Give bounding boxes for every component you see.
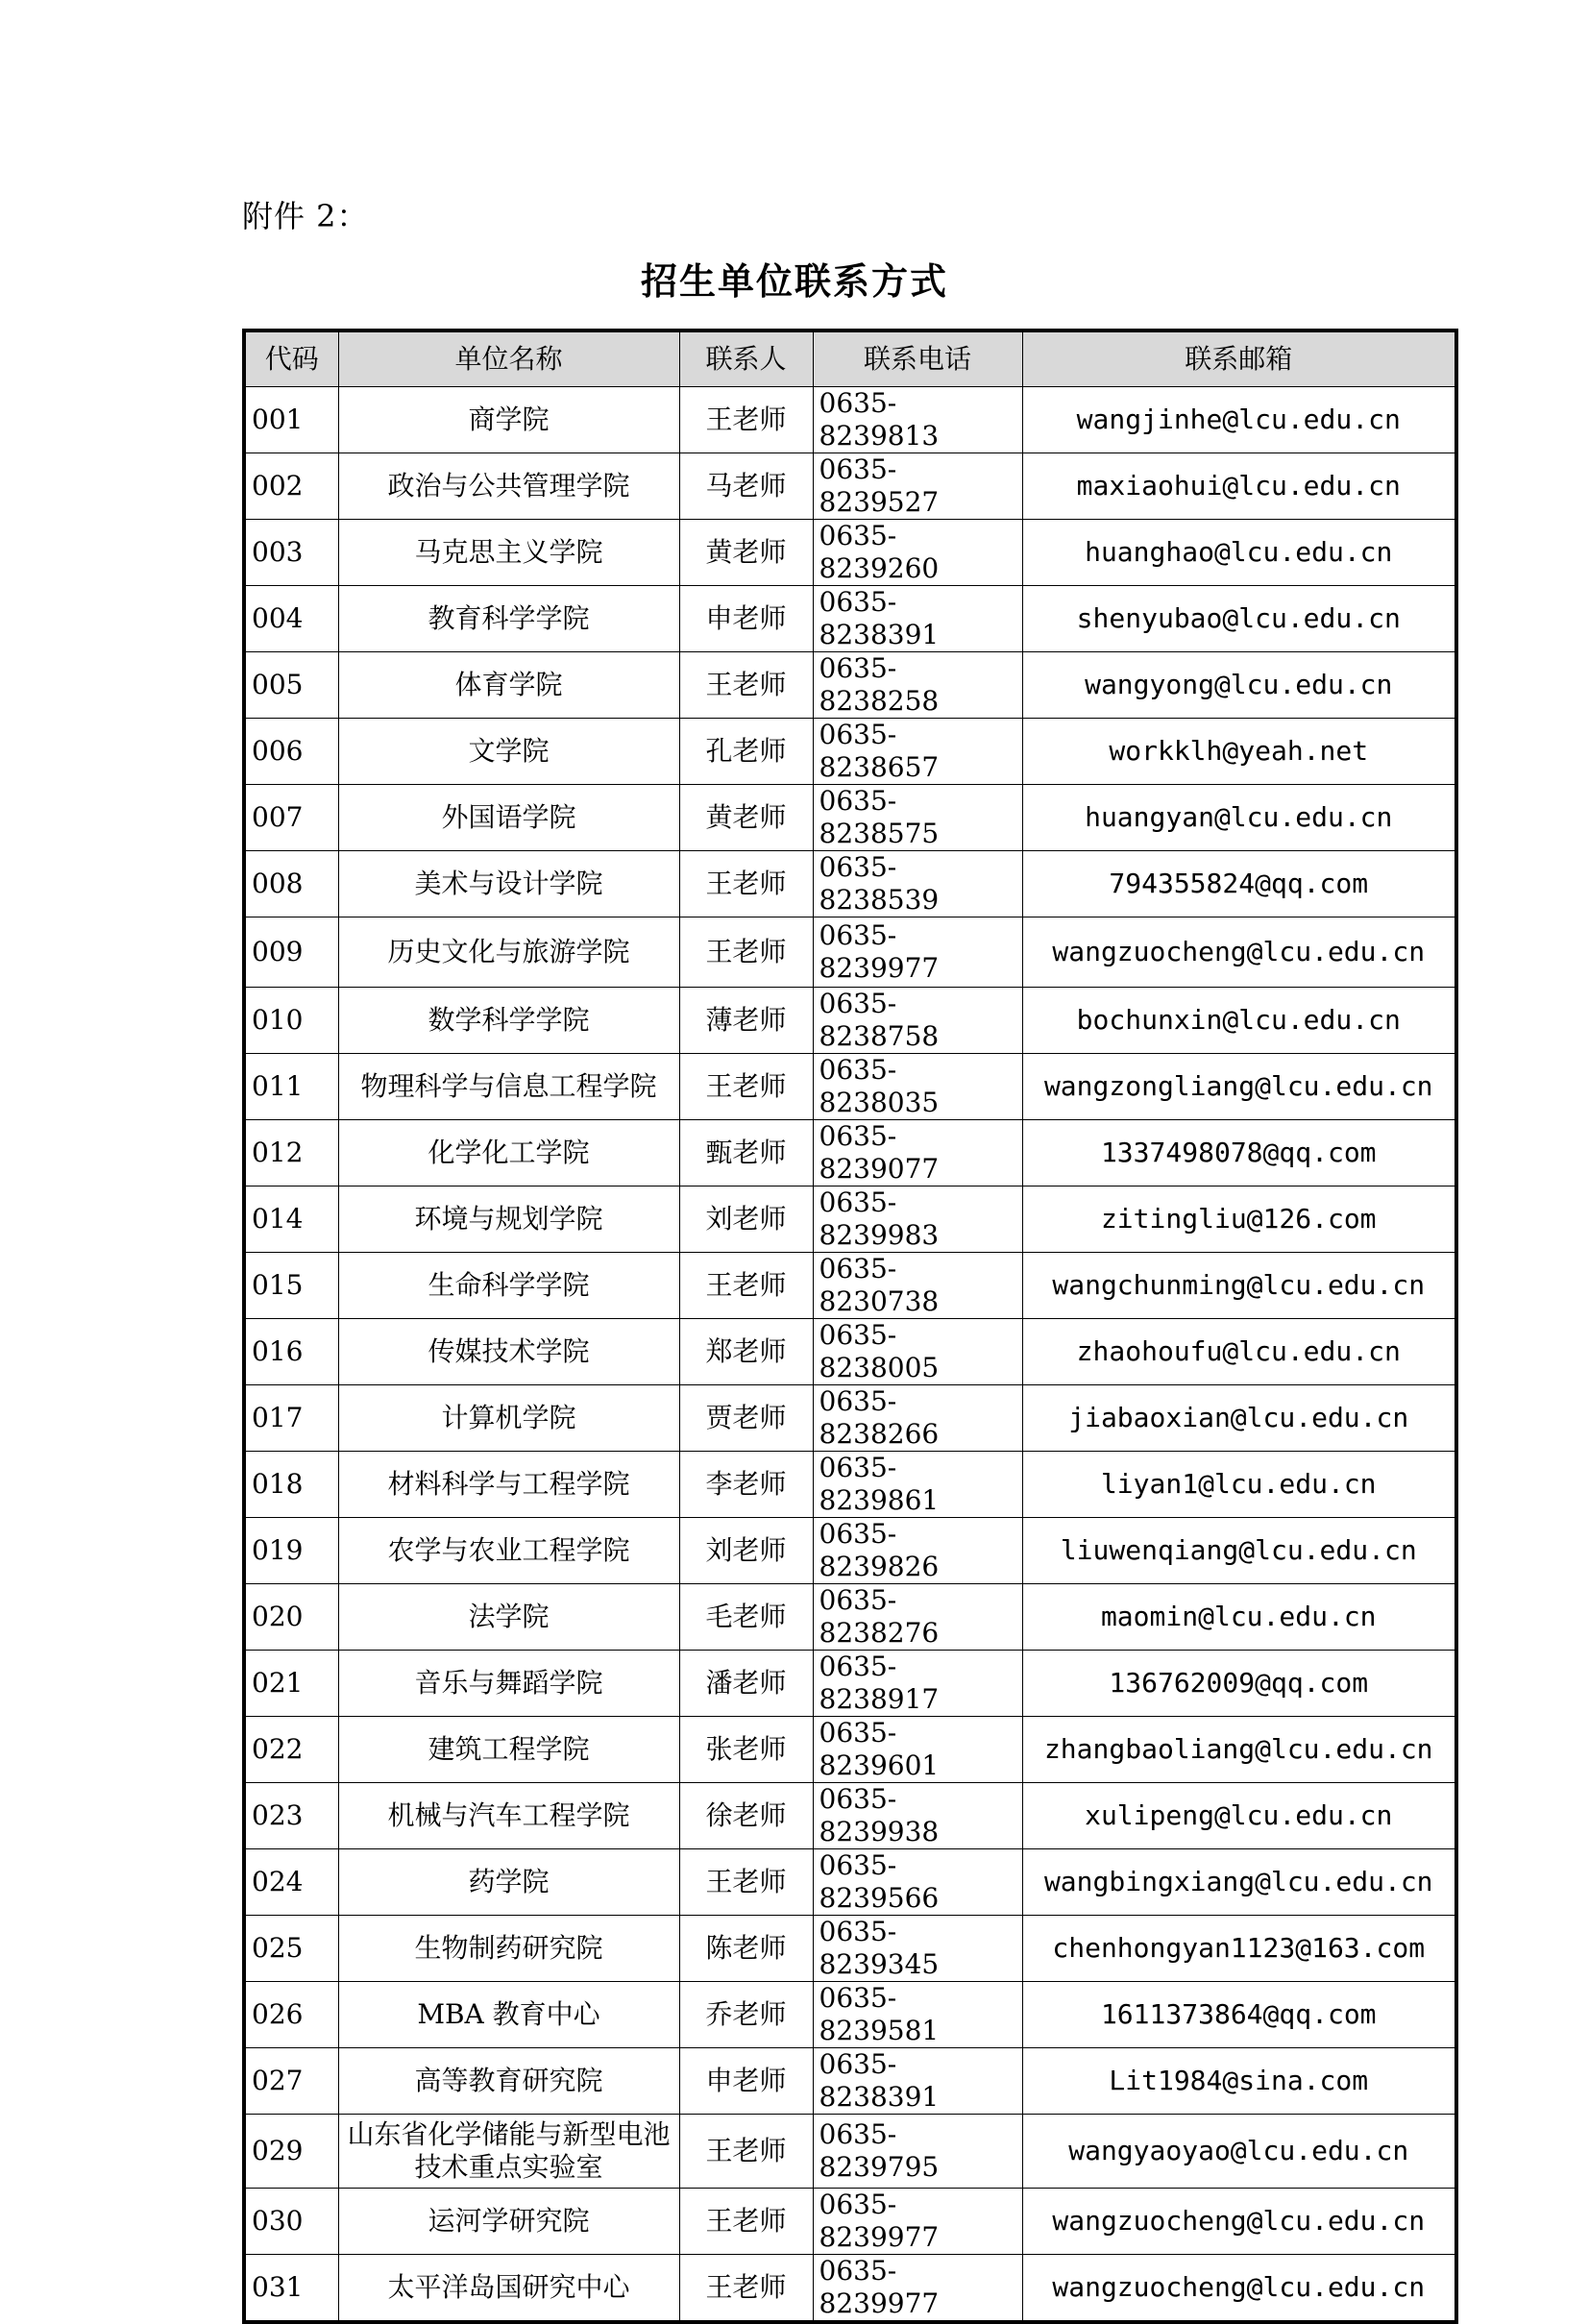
cell-email: 1611373864@qq.com xyxy=(1022,1981,1456,2047)
cell-phone: 0635-8238917 xyxy=(813,1650,1022,1716)
cell-phone: 0635-8239977 xyxy=(813,2188,1022,2254)
cell-code: 030 xyxy=(244,2188,338,2254)
cell-contact-person: 王老师 xyxy=(679,1053,813,1119)
table-row xyxy=(244,917,1456,987)
table-row xyxy=(244,1318,1456,1384)
cell-phone: 0635-8239861 xyxy=(813,1451,1022,1517)
cell-phone: 0635-8239527 xyxy=(813,453,1022,519)
cell-code: 002 xyxy=(244,453,338,519)
cell-email: chenhongyan1123@163.com xyxy=(1022,1915,1456,1981)
table-row xyxy=(244,1782,1456,1848)
cell-phone: 0635-8239795 xyxy=(813,2114,1022,2188)
cell-phone: 0635-8238758 xyxy=(813,987,1022,1053)
cell-unit-name: 外国语学院 xyxy=(338,784,679,850)
cell-phone: 0635-8239601 xyxy=(813,1716,1022,1782)
cell-email: wangzuocheng@lcu.edu.cn xyxy=(1022,917,1456,987)
cell-email: 1337498078@qq.com xyxy=(1022,1119,1456,1186)
cell-phone: 0635-8238575 xyxy=(813,784,1022,850)
page-title: 招生单位联系方式 xyxy=(640,260,948,303)
cell-phone: 0635-8238391 xyxy=(813,2047,1022,2114)
cell-code: 014 xyxy=(244,1186,338,1252)
cell-contact-person: 陈老师 xyxy=(679,1915,813,1981)
table-row xyxy=(244,1119,1456,1186)
cell-code: 026 xyxy=(244,1981,338,2047)
cell-code: 012 xyxy=(244,1119,338,1186)
cell-phone: 0635-8239581 xyxy=(813,1981,1022,2047)
cell-email: jiabaoxian@lcu.edu.cn xyxy=(1022,1384,1456,1451)
contacts-table xyxy=(242,329,1458,2324)
cell-code: 017 xyxy=(244,1384,338,1451)
table-row xyxy=(244,987,1456,1053)
cell-contact-person: 王老师 xyxy=(679,850,813,917)
cell-phone: 0635-8239983 xyxy=(813,1186,1022,1252)
cell-email: maomin@lcu.edu.cn xyxy=(1022,1583,1456,1650)
cell-unit-name: 机械与汽车工程学院 xyxy=(338,1782,679,1848)
cell-contact-person: 申老师 xyxy=(679,585,813,651)
cell-unit-name: 材料科学与工程学院 xyxy=(338,1451,679,1517)
cell-unit-name: 高等教育研究院 xyxy=(338,2047,679,2114)
cell-code: 020 xyxy=(244,1583,338,1650)
table-row xyxy=(244,784,1456,850)
cell-code: 021 xyxy=(244,1650,338,1716)
header-contact-person: 联系人 xyxy=(679,330,813,386)
cell-contact-person: 王老师 xyxy=(679,2188,813,2254)
cell-contact-person: 王老师 xyxy=(679,2114,813,2188)
cell-unit-name: 历史文化与旅游学院 xyxy=(338,917,679,987)
cell-code: 005 xyxy=(244,651,338,718)
table-row xyxy=(244,1053,1456,1119)
cell-email: wangzongliang@lcu.edu.cn xyxy=(1022,1053,1456,1119)
cell-email: zitingliu@126.com xyxy=(1022,1186,1456,1252)
cell-code: 003 xyxy=(244,519,338,585)
cell-phone: 0635-8238258 xyxy=(813,651,1022,718)
cell-code: 009 xyxy=(244,917,338,987)
cell-email: huanghao@lcu.edu.cn xyxy=(1022,519,1456,585)
header-phone: 联系电话 xyxy=(813,330,1022,386)
cell-unit-name: 太平洋岛国研究中心 xyxy=(338,2254,679,2322)
table-row xyxy=(244,718,1456,784)
cell-contact-person: 王老师 xyxy=(679,386,813,453)
table-row xyxy=(244,1583,1456,1650)
cell-unit-name: 山东省化学储能与新型电池技术重点实验室 xyxy=(338,2114,679,2188)
cell-email: bochunxin@lcu.edu.cn xyxy=(1022,987,1456,1053)
cell-contact-person: 王老师 xyxy=(679,651,813,718)
table-row xyxy=(244,1252,1456,1318)
cell-contact-person: 贾老师 xyxy=(679,1384,813,1451)
cell-unit-name: 商学院 xyxy=(338,386,679,453)
cell-contact-person: 徐老师 xyxy=(679,1782,813,1848)
cell-code: 001 xyxy=(244,386,338,453)
cell-email: Lit1984@sina.com xyxy=(1022,2047,1456,2114)
cell-phone: 0635-8239977 xyxy=(813,2254,1022,2322)
cell-contact-person: 王老师 xyxy=(679,2254,813,2322)
cell-contact-person: 刘老师 xyxy=(679,1517,813,1583)
cell-unit-name: 农学与农业工程学院 xyxy=(338,1517,679,1583)
cell-unit-name: 政治与公共管理学院 xyxy=(338,453,679,519)
cell-email: 136762009@qq.com xyxy=(1022,1650,1456,1716)
cell-unit-name: 生命科学学院 xyxy=(338,1252,679,1318)
cell-code: 019 xyxy=(244,1517,338,1583)
cell-code: 023 xyxy=(244,1782,338,1848)
cell-phone: 0635-8238276 xyxy=(813,1583,1022,1650)
cell-phone: 0635-8239077 xyxy=(813,1119,1022,1186)
cell-email: liuwenqiang@lcu.edu.cn xyxy=(1022,1517,1456,1583)
cell-code: 025 xyxy=(244,1915,338,1981)
table-row xyxy=(244,1451,1456,1517)
table-row xyxy=(244,1186,1456,1252)
cell-email: xulipeng@lcu.edu.cn xyxy=(1022,1782,1456,1848)
table-header-row xyxy=(244,330,1456,386)
cell-unit-name: 体育学院 xyxy=(338,651,679,718)
cell-contact-person: 毛老师 xyxy=(679,1583,813,1650)
cell-contact-person: 黄老师 xyxy=(679,519,813,585)
cell-code: 029 xyxy=(244,2114,338,2188)
attachment-label: 附件 2： xyxy=(242,198,369,234)
cell-contact-person: 王老师 xyxy=(679,1252,813,1318)
cell-unit-name: 教育科学学院 xyxy=(338,585,679,651)
cell-contact-person: 甄老师 xyxy=(679,1119,813,1186)
table-row xyxy=(244,1848,1456,1915)
cell-phone: 0635-8230738 xyxy=(813,1252,1022,1318)
cell-unit-name: 计算机学院 xyxy=(338,1384,679,1451)
cell-email: wangbingxiang@lcu.edu.cn xyxy=(1022,1848,1456,1915)
cell-code: 006 xyxy=(244,718,338,784)
table-row xyxy=(244,1716,1456,1782)
cell-phone: 0635-8238391 xyxy=(813,585,1022,651)
cell-phone: 0635-8238657 xyxy=(813,718,1022,784)
cell-email: wangzuocheng@lcu.edu.cn xyxy=(1022,2188,1456,2254)
cell-code: 027 xyxy=(244,2047,338,2114)
cell-code: 004 xyxy=(244,585,338,651)
table-row xyxy=(244,651,1456,718)
table-row xyxy=(244,2047,1456,2114)
cell-unit-name: 药学院 xyxy=(338,1848,679,1915)
cell-code: 024 xyxy=(244,1848,338,1915)
cell-email: shenyubao@lcu.edu.cn xyxy=(1022,585,1456,651)
header-email: 联系邮箱 xyxy=(1022,330,1456,386)
table-row xyxy=(244,585,1456,651)
cell-unit-name: 运河学研究院 xyxy=(338,2188,679,2254)
cell-email: workklh@yeah.net xyxy=(1022,718,1456,784)
cell-code: 022 xyxy=(244,1716,338,1782)
cell-contact-person: 刘老师 xyxy=(679,1186,813,1252)
cell-email: wangyaoyao@lcu.edu.cn xyxy=(1022,2114,1456,2188)
cell-contact-person: 王老师 xyxy=(679,917,813,987)
cell-unit-name: 美术与设计学院 xyxy=(338,850,679,917)
table-row xyxy=(244,519,1456,585)
table-row xyxy=(244,453,1456,519)
header-code: 代码 xyxy=(244,330,338,386)
cell-unit-name: 生物制药研究院 xyxy=(338,1915,679,1981)
table-row xyxy=(244,1981,1456,2047)
cell-unit-name: 法学院 xyxy=(338,1583,679,1650)
cell-phone: 0635-8238005 xyxy=(813,1318,1022,1384)
cell-phone: 0635-8238035 xyxy=(813,1053,1022,1119)
cell-unit-name: 文学院 xyxy=(338,718,679,784)
cell-unit-name: MBA 教育中心 xyxy=(338,1981,679,2047)
cell-email: wangzuocheng@lcu.edu.cn xyxy=(1022,2254,1456,2322)
cell-email: zhaohoufu@lcu.edu.cn xyxy=(1022,1318,1456,1384)
header-unit-name: 单位名称 xyxy=(338,330,679,386)
cell-phone: 0635-8239260 xyxy=(813,519,1022,585)
cell-phone: 0635-8239345 xyxy=(813,1915,1022,1981)
cell-email: 794355824@qq.com xyxy=(1022,850,1456,917)
cell-email: wangyong@lcu.edu.cn xyxy=(1022,651,1456,718)
cell-contact-person: 孔老师 xyxy=(679,718,813,784)
cell-unit-name: 化学化工学院 xyxy=(338,1119,679,1186)
cell-contact-person: 乔老师 xyxy=(679,1981,813,2047)
cell-code: 016 xyxy=(244,1318,338,1384)
cell-code: 015 xyxy=(244,1252,338,1318)
cell-unit-name: 物理科学与信息工程学院 xyxy=(338,1053,679,1119)
cell-phone: 0635-8239566 xyxy=(813,1848,1022,1915)
cell-phone: 0635-8239813 xyxy=(813,386,1022,453)
cell-email: wangjinhe@lcu.edu.cn xyxy=(1022,386,1456,453)
table-row xyxy=(244,386,1456,453)
cell-contact-person: 潘老师 xyxy=(679,1650,813,1716)
cell-contact-person: 黄老师 xyxy=(679,784,813,850)
cell-unit-name: 环境与规划学院 xyxy=(338,1186,679,1252)
cell-unit-name: 马克思主义学院 xyxy=(338,519,679,585)
cell-contact-person: 申老师 xyxy=(679,2047,813,2114)
cell-code: 011 xyxy=(244,1053,338,1119)
table-row xyxy=(244,1517,1456,1583)
table-row xyxy=(244,1384,1456,1451)
cell-code: 010 xyxy=(244,987,338,1053)
cell-contact-person: 张老师 xyxy=(679,1716,813,1782)
table-row xyxy=(244,2254,1456,2322)
cell-email: huangyan@lcu.edu.cn xyxy=(1022,784,1456,850)
table-row xyxy=(244,2188,1456,2254)
cell-code: 018 xyxy=(244,1451,338,1517)
cell-contact-person: 郑老师 xyxy=(679,1318,813,1384)
cell-phone: 0635-8238266 xyxy=(813,1384,1022,1451)
cell-email: wangchunming@lcu.edu.cn xyxy=(1022,1252,1456,1318)
cell-email: zhangbaoliang@lcu.edu.cn xyxy=(1022,1716,1456,1782)
table-row xyxy=(244,2114,1456,2188)
cell-phone: 0635-8239938 xyxy=(813,1782,1022,1848)
cell-contact-person: 薄老师 xyxy=(679,987,813,1053)
cell-phone: 0635-8239977 xyxy=(813,917,1022,987)
table-row xyxy=(244,850,1456,917)
cell-phone: 0635-8238539 xyxy=(813,850,1022,917)
cell-email: liyan1@lcu.edu.cn xyxy=(1022,1451,1456,1517)
cell-code: 031 xyxy=(244,2254,338,2322)
cell-code: 008 xyxy=(244,850,338,917)
cell-unit-name: 数学科学学院 xyxy=(338,987,679,1053)
cell-contact-person: 王老师 xyxy=(679,1848,813,1915)
cell-code: 007 xyxy=(244,784,338,850)
cell-phone: 0635-8239826 xyxy=(813,1517,1022,1583)
cell-email: maxiaohui@lcu.edu.cn xyxy=(1022,453,1456,519)
cell-contact-person: 李老师 xyxy=(679,1451,813,1517)
table-row xyxy=(244,1650,1456,1716)
cell-unit-name: 建筑工程学院 xyxy=(338,1716,679,1782)
cell-unit-name: 传媒技术学院 xyxy=(338,1318,679,1384)
cell-contact-person: 马老师 xyxy=(679,453,813,519)
cell-unit-name: 音乐与舞蹈学院 xyxy=(338,1650,679,1716)
table-row xyxy=(244,1915,1456,1981)
